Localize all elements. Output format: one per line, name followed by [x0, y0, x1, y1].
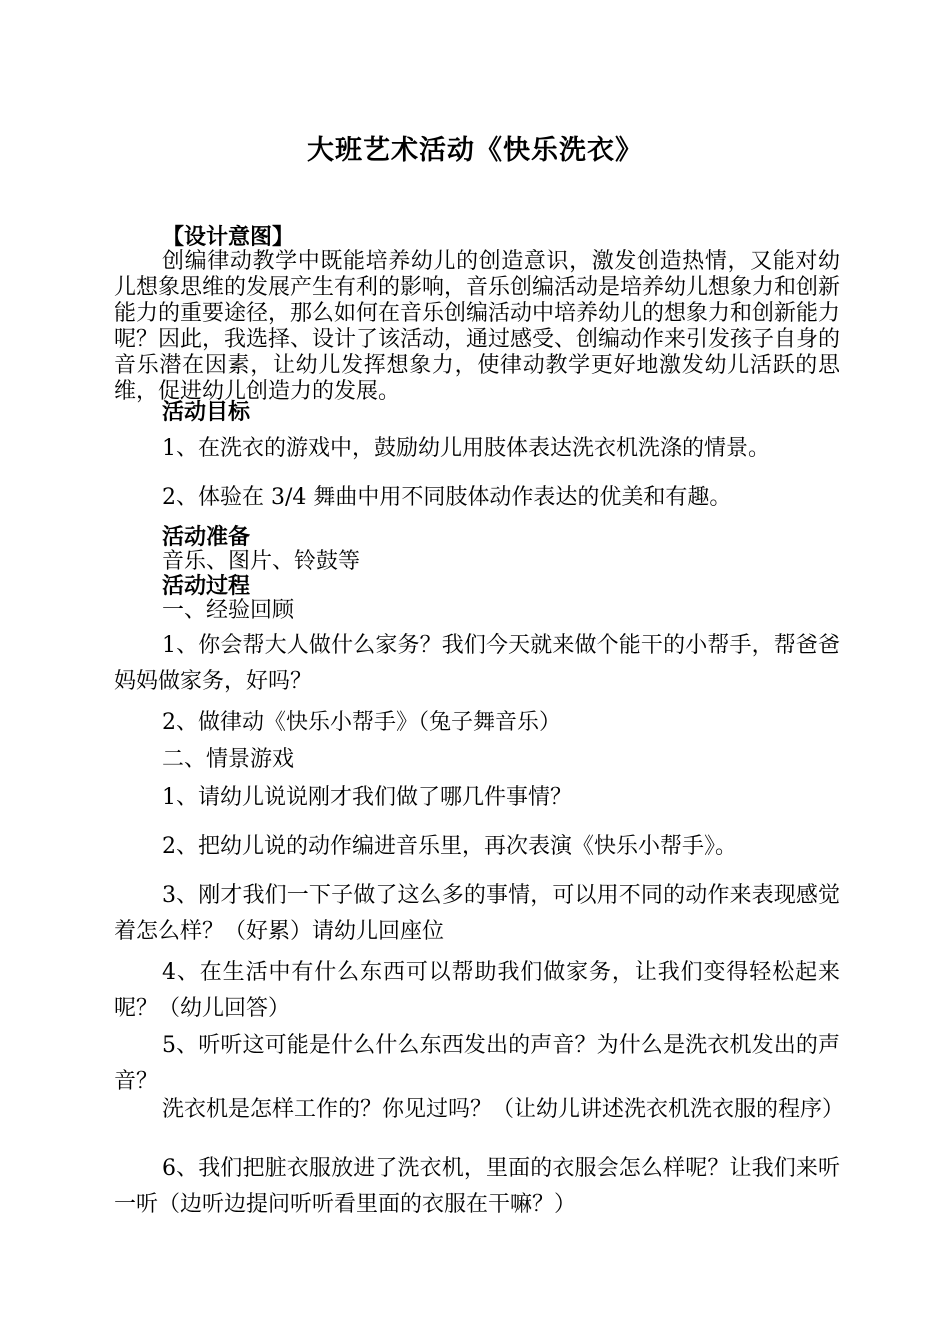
activity-goal-heading: 活动目标: [162, 399, 251, 425]
step-2-item-4: 4、在生活中有什么东西可以帮助我们做家务，让我们变得轻松起来呢？（幼儿回答）: [114, 960, 840, 1021]
step-1-title: 一、经验回顾: [162, 598, 295, 623]
step-2-item-2: 2、把幼儿说的动作编进音乐里，再次表演《快乐小帮手》。: [162, 834, 737, 859]
step-2-title: 二、情景游戏: [162, 747, 295, 772]
step-2-item-6: 6、我们把脏衣服放进了洗衣机，里面的衣服会怎么样呢？让我们来听一听（边听边提问听听看里面的衣服在干嘛？）: [114, 1156, 840, 1217]
document-title: 大班艺术活动《快乐洗衣》: [307, 135, 643, 166]
activity-prep-heading: 活动准备: [162, 524, 251, 550]
step-2-item-5b: 洗衣机是怎样工作的？你见过吗？（让幼儿讲述洗衣机洗衣服的程序）: [162, 1097, 845, 1122]
step-2-item-3: 3、刚才我们一下子做了这么多的事情，可以用不同的动作来表现感觉着怎么样？（好累）请幼儿回座位: [114, 883, 840, 944]
design-intent-heading: 【设计意图】: [162, 224, 295, 250]
step-1-item-1: 1、你会帮大人做什么家务？我们今天就来做个能干的小帮手，帮爸爸妈妈做家务，好吗？: [114, 633, 840, 694]
goal-item-2: 2、体验在 3/4 舞曲中用不同肢体动作表达的优美和有趣。: [162, 485, 732, 510]
step-2-item-5: 5、听听这可能是什么什么东西发出的声音？为什么是洗衣机发出的声音？: [114, 1033, 840, 1094]
activity-process-heading: 活动过程: [162, 573, 251, 599]
step-1-item-2: 2、做律动《快乐小帮手》（兔子舞音乐）: [162, 710, 561, 735]
step-2-item-1: 1、请幼儿说说刚才我们做了哪几件事情？: [162, 785, 572, 810]
goal-item-1: 1、在洗衣的游戏中，鼓励幼儿用肢体表达洗衣机洗涤的情景。: [162, 436, 770, 461]
design-intent-paragraph: 创编律动教学中既能培养幼儿的创造意识，激发创造热情，又能对幼儿想象思维的发展产生有利的影响，音乐创编活动是培养幼儿想象力和创新能力的重要途径，那么如何在音乐创编活动中培养幼儿的想象力和创新能力呢？因此，我选择、设计了该活动，通过感受、创编动作来引发孩子自身的音乐潜在因素，让幼儿发挥想象力，使律动教学更好地激发幼儿活跃的思维，促进幼儿创造力的发展。: [114, 249, 841, 404]
activity-prep-text: 音乐、图片、铃鼓等: [162, 549, 361, 574]
